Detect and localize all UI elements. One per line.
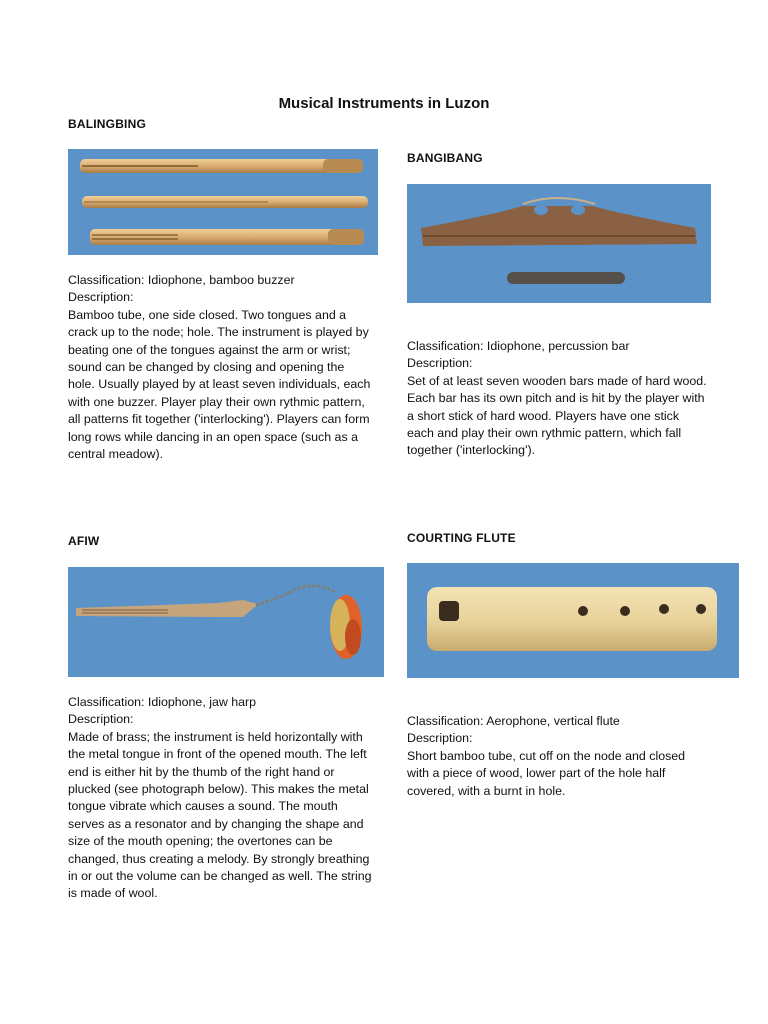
heading-afiw: AFIW bbox=[68, 534, 100, 548]
afiw-classification: Classification: Idiophone, jaw harp bbox=[68, 695, 257, 709]
afiw-description: Made of brass; the instrument is held horizontally with the metal tongue in front of the opened mouth. The left end is either hit by the thumb of the right hand or plucked (see photograph below). This makes the metal tongue vibrate which causes a sound. The mouth serves as a resonator and by changing the shape and size of the mouth opening; the overtones can be changed, thus creating a melody. By strongly breathing in or out the volume can be changed as well. The string is made of wool. bbox=[68, 729, 372, 901]
bangibang-photo bbox=[407, 184, 711, 303]
bangibang-text bbox=[407, 338, 707, 460]
courting-flute-text bbox=[407, 713, 707, 800]
courting-flute-description: Short bamboo tube, cut off on the node and closed with a piece of wood, lower part of the hole half covered, with a burnt in hole. bbox=[407, 748, 686, 798]
jaw-harp-icon bbox=[68, 567, 384, 677]
afiw-description-label: Description: bbox=[68, 712, 134, 727]
afiw-text bbox=[68, 694, 373, 903]
balingbing-description-label: Description: bbox=[68, 290, 134, 305]
flute-icon bbox=[407, 563, 739, 678]
heading-bangibang: BANGIBANG bbox=[407, 151, 483, 165]
page-title: Musical Instruments in Luzon bbox=[278, 95, 490, 112]
courting-flute-description-label: Description: bbox=[407, 731, 473, 746]
heading-balingbing: BALINGBING bbox=[68, 117, 146, 131]
courting-flute-photo bbox=[407, 563, 739, 678]
balingbing-photo bbox=[68, 149, 378, 255]
heading-courting-flute: COURTING FLUTE bbox=[407, 531, 516, 545]
balingbing-description: Bamboo tube, one side closed. Two tongues and a crack up to the node; hole. The instrument is played by beating one of the tongues against the arm or wrist; sound can be changed by closing and opening the hole. Usually played by at least seven individuals, each with one buzzer. Player play their own rythmic pattern, all patterns fit together ('interlocking'). Players can form long rows while dancing in an open space (such as a central meadow). bbox=[68, 307, 371, 462]
wooden-bar-icon bbox=[407, 184, 711, 303]
bamboo-buzzers-icon bbox=[68, 149, 378, 255]
courting-flute-classification: Classification: Aerophone, vertical flute bbox=[407, 714, 620, 728]
bangibang-classification: Classification: Idiophone, percussion bar bbox=[407, 339, 630, 353]
balingbing-text bbox=[68, 272, 373, 463]
bangibang-description: Set of at least seven wooden bars made of hard wood. Each bar has its own pitch and is hit by the player with a short stick of hard wood. Players have one stick each and play their own rythmic pattern, which fall together ('interlocking'). bbox=[407, 373, 707, 458]
afiw-photo bbox=[68, 567, 384, 677]
bangibang-description-label: Description: bbox=[407, 356, 473, 371]
balingbing-classification: Classification: Idiophone, bamboo buzzer bbox=[68, 273, 295, 287]
